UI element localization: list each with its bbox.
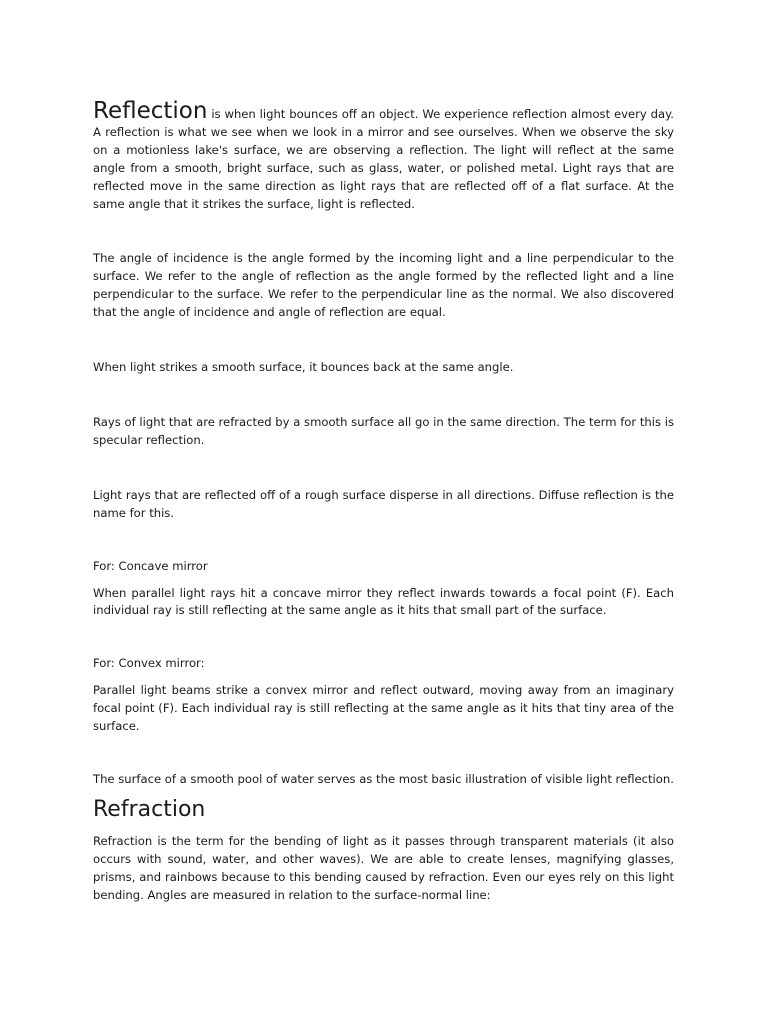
convex-paragraph: Parallel light beams strike a convex mirror and reflect outward, moving away from an imaginary focal point (F). Each individual ray is still reflecting at the same angle as it hits that tiny area of the surface. xyxy=(93,683,674,734)
document-page xyxy=(93,100,674,904)
reflection-intro-text: is when light bounces off an object. We experience reflection almost every day. A reflection is what we see when we look in a mirror and see ourselves. When we observe the sky on a motionless lake's surface, we are observing a reflection. The light will reflect at the same angle from a smooth, bright surface, such as glass, water, or polished metal. Light rays that are reflected move in the same direction as light rays that are reflected off of a flat surface. At the same angle that it strikes the surface, light is reflected. xyxy=(93,107,674,211)
reflection-intro-paragraph xyxy=(93,100,674,213)
convex-label: For: Convex mirror: xyxy=(93,656,205,671)
specular-paragraph: Rays of light that are refracted by a smooth surface all go in the same direction. The term for this is specular reflection. xyxy=(93,414,674,447)
concave-label: For: Concave mirror xyxy=(93,558,208,573)
concave-paragraph: When parallel light rays hit a concave mirror they reflect inwards towards a focal point (F). Each individual ray is still reflecting at the same angle as it hits that small part of the surface. xyxy=(93,585,674,618)
diffuse-paragraph: Light rays that are reflected off of a rough surface disperse in all directions. Diffuse reflection is the name for this. xyxy=(93,487,674,520)
refraction-paragraph: Refraction is the term for the bending of light as it passes through transparent materials (it also occurs with sound, water, and other waves). We are able to create lenses, magnifying glasses, prisms, and rainbows because to this bending caused by refraction. Even our eyes rely on this light bending. Angles are measured in relation to the surface-normal line: xyxy=(93,833,674,902)
smooth-surface-paragraph: When light strikes a smooth surface, it bounces back at the same angle. xyxy=(93,360,514,375)
incidence-paragraph: The angle of incidence is the angle formed by the incoming light and a line perpendicular to the surface. We refer to the angle of reflection as the angle formed by the reflected light and a line perpendicular to the surface. We refer to the perpendicular line as the normal. We also discovered that the angle of incidence and angle of reflection are equal. xyxy=(93,251,674,320)
pool-paragraph: The surface of a smooth pool of water serves as the most basic illustration of visible light reflection. xyxy=(93,771,674,786)
refraction-heading: Refraction xyxy=(93,796,206,822)
reflection-title-word: Reflection xyxy=(93,98,208,124)
